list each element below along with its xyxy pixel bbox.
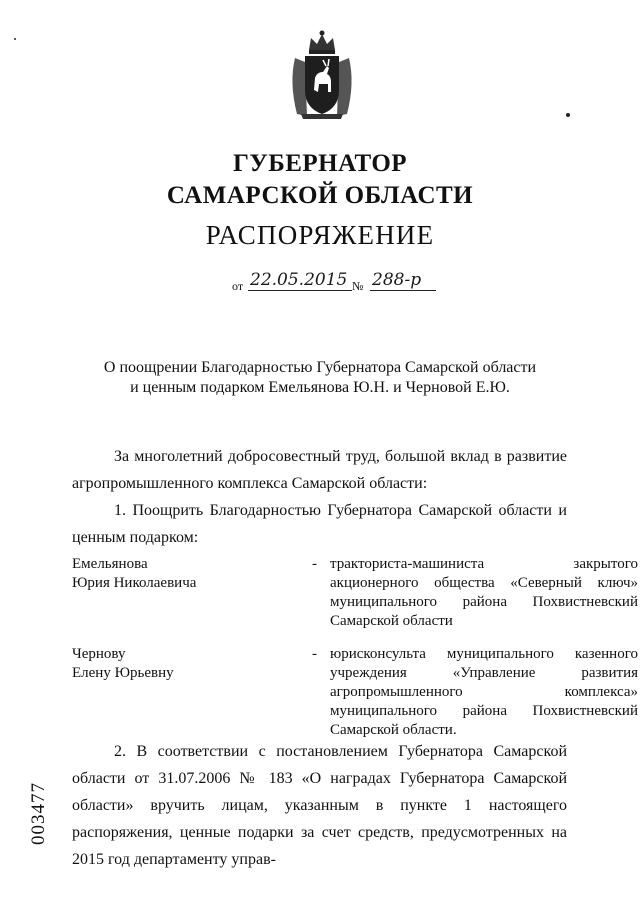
item-2-paragraph: 2. В соответствии с постановлением Губернатора Самарской области от 31.07.2006 № 183 «О наградах Губернатора Самарской области» вручить лицам, указанным в пункте 1 настоящего распоряжения, ценные подарки за счет средств, предусмотренных на 2015 год департаменту управ- [72,743,567,868]
scan-speck [566,113,570,117]
person-name [72,645,232,683]
date-number-line [232,270,462,296]
person-role: тракториста-машиниста закрытого акционерного общества «Северный ключ» муниципального района Похвистневский Самарской области [330,556,638,629]
handwritten-date: 22.05.2015 [248,270,352,291]
margin-serial-number: 003477 [28,782,49,845]
issuer-title [0,148,640,212]
person-role: юрисконсульта муниципального казенного учреждения «Управление развития агропромышленного комплекса» муниципального района Похвистневский Самарской области. [330,646,638,738]
issuer-line1: ГУБЕРНАТОР [232,150,408,177]
issuer-line2: САМАРСКОЙ ОБЛАСТИ [166,182,474,209]
document-type: РАСПОРЯЖЕНИЕ [205,220,435,250]
person-surname: Чернову [72,646,126,662]
intro-paragraph: За многолетний добросовестный труд, большой вклад в развитие агропромышленного комплекса Самарской области: [72,448,567,492]
subject-line2: и ценным подарком Емельянова Ю.Н. и Черновой Е.Ю. [130,379,510,396]
subject-line1: О поощрении Благодарностью Губернатора Самарской области [103,359,537,376]
date-prefix: от [232,279,244,293]
number-prefix: № [352,279,364,293]
person-surname: Емельянова [72,556,148,572]
dash-separator: - [312,556,317,572]
person-given-names: Юрия Николаевича [72,575,197,591]
person-name [72,555,232,593]
scan-speck [14,38,16,40]
handwritten-number: 288-р [370,270,436,291]
samara-coat-of-arms [287,28,357,120]
person-given-names: Елену Юрьевну [72,665,174,681]
dash-separator: - [312,646,317,662]
document-subject [70,358,570,398]
item-1-paragraph: 1. Поощрить Благодарностью Губернатора Самарской области и ценным подарком: [72,502,567,546]
